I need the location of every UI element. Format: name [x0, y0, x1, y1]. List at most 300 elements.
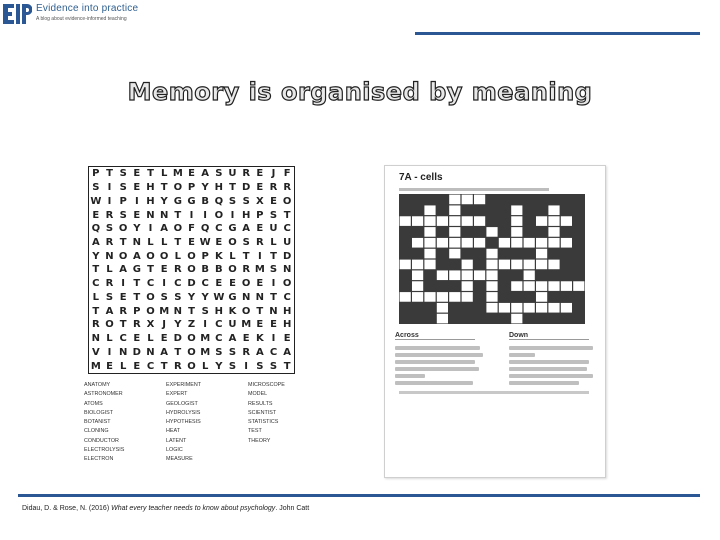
wordsearch-letter: L [160, 237, 168, 249]
wordsearch-letter: T [174, 237, 182, 249]
wordsearch-letter: H [214, 305, 224, 317]
wordsearch-letter: I [189, 209, 194, 221]
wordsearch-letter: E [188, 237, 195, 249]
wordsearch-letter: D [283, 250, 292, 262]
crossword-cell [449, 216, 460, 226]
wordsearch-letter: O [282, 195, 292, 207]
wordsearch-letter: A [105, 305, 114, 317]
wordsearch-letter: T [174, 346, 182, 358]
wordsearch-letter: E [106, 360, 113, 372]
wordsearch-letter: T [256, 305, 264, 317]
clue-line [509, 367, 587, 371]
wordsearch-letter: I [107, 346, 112, 358]
wordsearch-letter: S [119, 182, 127, 194]
word-list-item: STATISTICS [248, 419, 279, 426]
wordsearch-letter: N [91, 333, 101, 345]
crossword-cell [412, 216, 423, 226]
wordsearch-letter: X [146, 319, 155, 331]
crossword-cell [474, 238, 485, 248]
wordsearch-letter: O [241, 278, 251, 290]
crossword-cell [548, 238, 559, 248]
wordsearch-letter: L [119, 360, 127, 372]
crossword-cell [474, 216, 485, 226]
wordsearch-letter: O [187, 360, 196, 372]
crossword-cell [462, 195, 473, 205]
word-list-column [248, 381, 308, 469]
crossword-cell [424, 238, 435, 248]
wordsearch-letter: T [147, 264, 154, 276]
down-heading: Down [509, 332, 589, 340]
wordsearch-letter: I [162, 278, 167, 290]
word-list-item: MEASURE [166, 456, 193, 463]
wordsearch-letter: A [132, 250, 141, 262]
wordsearch-letter: T [119, 319, 127, 331]
wordsearch-letter: S [242, 237, 250, 249]
crossword-cell [449, 292, 460, 302]
wordsearch-letter: Y [133, 223, 141, 235]
wordsearch-letter: W [90, 195, 102, 207]
wordsearch-letter: C [146, 360, 155, 372]
crossword-cell [524, 238, 535, 248]
wordsearch-letter: O [187, 250, 196, 262]
crossword-cell [424, 249, 435, 259]
wordsearch-letter: U [283, 237, 292, 249]
crossword-cell [437, 303, 448, 313]
wordsearch-letter: I [244, 360, 249, 372]
wordsearch-letter: M [200, 346, 211, 358]
crossword-cell [437, 292, 448, 302]
clue-line [509, 381, 579, 385]
wordsearch-letter: R [283, 182, 292, 194]
word-list-item: LATENT [166, 437, 187, 444]
crossword-cell [424, 260, 435, 270]
wordsearch-letter: T [270, 250, 277, 262]
wordsearch-letter: A [228, 333, 237, 345]
wordsearch-letter: L [160, 168, 168, 180]
crossword-cell [511, 314, 522, 324]
footer-rule [18, 494, 700, 497]
wordsearch-letter: N [241, 291, 251, 303]
wordsearch-letter: E [256, 182, 264, 194]
brand-title: Evidence into practice [36, 3, 139, 14]
crossword-cell [511, 216, 522, 226]
wordsearch-letter: A [160, 346, 169, 358]
wordsearch-letter: G [132, 264, 141, 276]
wordsearch-letter: K [214, 250, 223, 262]
wordsearch-letter: E [215, 278, 223, 290]
wordsearch-letter: J [162, 319, 167, 331]
crossword-cell [486, 270, 497, 280]
wordsearch-letter: W [199, 237, 211, 249]
across-heading: Across [395, 332, 475, 340]
word-list-item: ELECTROLYSIS [84, 447, 125, 454]
wordsearch-letter: A [160, 223, 169, 235]
wordsearch-letter: C [269, 346, 278, 358]
wordsearch-letter: S [215, 346, 223, 358]
wordsearch-letter: Y [187, 291, 196, 303]
wordsearch-letter: I [134, 195, 139, 207]
crossword-cell [400, 216, 411, 226]
wordsearch-letter: C [174, 278, 182, 290]
crossword-cell [499, 303, 510, 313]
word-list-item: TEST [248, 428, 262, 435]
wordsearch-letter: N [146, 209, 155, 221]
wordsearch-letter: H [241, 209, 251, 221]
wordsearch-letter: N [282, 264, 292, 276]
wordsearch-letter: D [187, 278, 196, 290]
citation [22, 505, 309, 512]
crossword-cell [400, 292, 411, 302]
wordsearch-grid [88, 166, 295, 374]
word-list-item: SCIENTIST [248, 409, 277, 416]
wordsearch-letter: C [215, 333, 223, 345]
wordsearch-letter: H [146, 195, 155, 207]
wordsearch-letter: M [172, 168, 183, 180]
wordsearch-letters [89, 167, 294, 373]
wordsearch-letter: M [254, 264, 265, 276]
wordsearch-letter: C [146, 278, 155, 290]
wordsearch-letter: L [92, 291, 100, 303]
wordsearch-letter: S [119, 168, 127, 180]
wordsearch-letter: S [119, 209, 127, 221]
wordsearch-letter: O [187, 333, 196, 345]
wordsearch-letter: E [133, 182, 141, 194]
wordsearch-letter: N [132, 237, 142, 249]
wordsearch-letter: M [159, 305, 170, 317]
wordsearch-letter: L [201, 360, 209, 372]
wordsearch-letter: I [271, 278, 276, 290]
wordsearch-letter: K [228, 305, 237, 317]
wordsearch-letter: W [213, 291, 225, 303]
wordsearch-letter: E [160, 333, 168, 345]
crossword-cell [412, 260, 423, 270]
crossword-cell [462, 270, 473, 280]
wordsearch-letter: T [188, 305, 195, 317]
word-list-item: HEAT [166, 428, 180, 435]
clue-line [509, 346, 593, 350]
crossword-cell [536, 260, 547, 270]
crossword-cell [424, 227, 435, 237]
crossword-cell [424, 205, 435, 215]
crossword-cell [561, 216, 572, 226]
wordsearch-letter: S [105, 223, 114, 235]
citation-publisher: . John Catt [275, 505, 310, 512]
crossword-cell [437, 270, 448, 280]
wordsearch-letter: G [187, 195, 196, 207]
wordsearch-letter: O [146, 291, 155, 303]
crossword-cell [449, 195, 460, 205]
wordsearch-letter: K [255, 333, 264, 345]
wordsearch-letter: B [215, 264, 223, 276]
wordsearch-letter: S [269, 360, 278, 372]
wordsearch-letter: T [160, 360, 168, 372]
wordsearch-letter: P [133, 305, 141, 317]
wordsearch-letter: O [228, 264, 237, 276]
wordsearch-letter: L [147, 333, 154, 345]
wordsearch-letter: Y [201, 182, 209, 194]
wordsearch-letter: G [228, 291, 237, 303]
wordsearch-letter: N [159, 209, 169, 221]
crossword-cell [524, 281, 535, 291]
wordsearch-letter: E [215, 237, 223, 249]
wordsearch-letter: S [228, 346, 237, 358]
wordsearch-letter: R [173, 264, 182, 276]
wordsearch-letter: M [90, 360, 101, 372]
wordsearch-letter: R [105, 237, 114, 249]
wordsearch-letter: J [271, 168, 276, 180]
wordsearch-letter: U [269, 223, 278, 235]
wordsearch-letter: S [160, 291, 168, 303]
wordsearch-letter: E [92, 209, 100, 221]
wordsearch-letter: O [214, 209, 224, 221]
crossword-cell [536, 303, 547, 313]
crossword-cell [437, 216, 448, 226]
wordsearch-letter: D [242, 182, 251, 194]
crossword-cell [400, 260, 411, 270]
crossword-cell [486, 292, 497, 302]
wordsearch-letter: Y [174, 319, 182, 331]
word-list-item: HYPOTHESIS [166, 419, 201, 426]
word-list-item: LOGIC [166, 447, 183, 454]
word-list-item: EXPERT [166, 391, 188, 398]
crossword-cell [486, 249, 497, 259]
wordsearch-letter: R [105, 278, 114, 290]
word-list-column [166, 381, 248, 469]
crossword-cell [524, 260, 535, 270]
wordsearch-letter: I [148, 223, 153, 235]
wordsearch-letter: L [106, 333, 113, 345]
wordsearch-letter: S [269, 264, 278, 276]
word-list-column [84, 381, 166, 469]
wordsearch-letter: H [282, 305, 292, 317]
wordsearch-letter: T [160, 182, 168, 194]
wordsearch-letter: F [283, 168, 291, 180]
wordsearch-letter: E [188, 168, 195, 180]
word-list-item: GEOLOGIST [166, 400, 198, 407]
crossword-cell [573, 281, 584, 291]
crossword-cell [449, 238, 460, 248]
wordsearch-letter: S [228, 360, 237, 372]
wordsearch-letter: R [105, 209, 114, 221]
wordsearch-letter: E [160, 264, 168, 276]
wordsearch-letter: S [174, 291, 182, 303]
wordsearch-letter: O [173, 182, 183, 194]
header-rule [415, 32, 700, 35]
clue-line [395, 381, 473, 385]
wordsearch-letter: A [91, 237, 100, 249]
crossword-cell [548, 216, 559, 226]
wordsearch-letter: H [282, 319, 292, 331]
wordsearch-letter: S [92, 182, 100, 194]
crossword-cell [474, 195, 485, 205]
crossword-footer [399, 391, 589, 394]
crossword-cell [486, 281, 497, 291]
wordsearch-letter: B [201, 264, 209, 276]
wordsearch-letter: R [173, 360, 182, 372]
crossword-cell [536, 216, 547, 226]
wordsearch-letter: A [201, 168, 210, 180]
wordsearch-letter: N [146, 346, 155, 358]
wordsearch-letter: Q [200, 223, 210, 235]
wordsearch-letter: H [146, 182, 155, 194]
wordsearch-letter: R [242, 346, 251, 358]
wordsearch-letter: R [132, 319, 141, 331]
wordsearch-letter: N [105, 250, 114, 262]
word-list-item: BIOLOGIST [84, 409, 114, 416]
wordsearch-letter: N [173, 305, 183, 317]
crossword-cell [548, 260, 559, 270]
crossword-cell [511, 260, 522, 270]
crossword-cell [437, 314, 448, 324]
wordsearch-letter: E [229, 278, 236, 290]
crossword-grid [399, 194, 585, 324]
crossword-cell [486, 260, 497, 270]
wordsearch-letter: E [133, 209, 141, 221]
crossword-cell [462, 292, 473, 302]
crossword-cell [462, 238, 473, 248]
clue-line [395, 346, 480, 350]
wordsearch-letter: T [92, 264, 100, 276]
word-list-item: ELECTRON [84, 456, 114, 463]
wordsearch-letter: S [105, 291, 114, 303]
wordsearch-letter: E [256, 319, 264, 331]
crossword-cell [561, 303, 572, 313]
wordsearch-letter: F [188, 223, 195, 235]
crossword-cell [412, 238, 423, 248]
wordsearch-letter: H [214, 182, 224, 194]
wordsearch-letter: G [228, 223, 237, 235]
wordsearch-letter: E [119, 291, 127, 303]
wordsearch-letter: T [174, 209, 182, 221]
crossword-worksheet [384, 165, 606, 478]
wordsearch-letter: O [187, 264, 196, 276]
crossword-cell [511, 303, 522, 313]
wordsearch-letter: Y [201, 291, 209, 303]
crossword-cell [462, 281, 473, 291]
wordsearch-letter: R [242, 264, 251, 276]
crossword-cell [462, 260, 473, 270]
wordsearch-letter: O [146, 305, 155, 317]
wordsearch-letter: E [256, 168, 264, 180]
wordsearch-letter: D [173, 333, 182, 345]
wordsearch-letter: Y [160, 195, 168, 207]
wordsearch-letter: C [201, 278, 209, 290]
crossword-cell [511, 281, 522, 291]
wordsearch-letter: C [92, 278, 100, 290]
wordsearch-letter: O [241, 305, 251, 317]
wordsearch-letter: T [106, 168, 113, 180]
word-list-item: BOTANIST [84, 419, 111, 426]
word-list-item: CLONING [84, 428, 109, 435]
crossword-title: 7A - cells [399, 172, 443, 183]
wordsearch-letter: E [242, 333, 250, 345]
crossword-cell [511, 227, 522, 237]
wordsearch-letter: S [228, 195, 237, 207]
crossword-cell [462, 216, 473, 226]
wordsearch-letter: P [187, 182, 196, 194]
wordsearch-letter: I [203, 209, 208, 221]
wordsearch-letter: Q [91, 223, 101, 235]
crossword-cell [548, 205, 559, 215]
wordsearch-letter: O [187, 346, 196, 358]
wordsearch-letter: X [255, 195, 264, 207]
wordsearch-letter: Y [92, 250, 100, 262]
wordsearch-letter: L [270, 237, 277, 249]
crossword-cell [499, 238, 510, 248]
wordsearch-letter: O [282, 278, 292, 290]
crossword-cell [499, 260, 510, 270]
wordsearch-letter: L [106, 264, 113, 276]
wordsearch-letter: T [133, 291, 141, 303]
clue-line [395, 360, 475, 364]
wordsearch-letter: M [241, 319, 252, 331]
wordsearch-letter: T [133, 278, 141, 290]
word-list-item: HYDROLYSIS [166, 409, 201, 416]
word-list-item: ASTRONOMER [84, 391, 123, 398]
citation-authors: Didau, D. & Rose, N. (2016) [22, 505, 112, 512]
wordsearch-letter: G [173, 195, 182, 207]
wordsearch-letter: R [269, 182, 278, 194]
wordsearch-letter: R [91, 319, 100, 331]
wordsearch-letter: B [201, 195, 209, 207]
wordsearch-letter: I [107, 195, 112, 207]
wordsearch-letter: V [91, 346, 100, 358]
wordsearch-letter: R [119, 305, 128, 317]
wordsearch-letter: T [242, 250, 250, 262]
word-list-item: THEORY [248, 437, 271, 444]
wordsearch-letter: E [270, 195, 277, 207]
wordsearch-letter: C [283, 291, 291, 303]
wordsearch-letter: E [283, 333, 291, 345]
wordsearch-letter: A [255, 346, 264, 358]
crossword-cell [561, 238, 572, 248]
wordsearch-letter: I [271, 333, 276, 345]
crossword-cell [536, 292, 547, 302]
word-list-item: RESULTS [248, 400, 273, 407]
wordsearch-letter: R [242, 168, 251, 180]
crossword-cell [548, 303, 559, 313]
wordsearch-letter: C [215, 223, 223, 235]
crossword-cell [424, 292, 435, 302]
wordsearch-letter: P [92, 168, 100, 180]
wordsearch-letter: E [270, 319, 277, 331]
wordsearch-letter: I [203, 319, 208, 331]
wordsearch-letter: L [174, 250, 182, 262]
wordsearch-letter: P [201, 250, 209, 262]
wordsearch-letter: S [242, 195, 250, 207]
crossword-cell [536, 249, 547, 259]
wordsearch-letter: O [173, 223, 183, 235]
crossword-byline [399, 187, 589, 193]
crossword-cell [437, 238, 448, 248]
wordsearch-letter: O [105, 319, 114, 331]
wordsearch-letter: T [283, 209, 291, 221]
brand-tagline: A blog about evidence-informed teaching [36, 16, 127, 22]
wordsearch-letter: D [132, 346, 141, 358]
wordsearch-letter: T [283, 360, 291, 372]
wordsearch-letter: P [119, 195, 127, 207]
wordsearch-letter: O [159, 250, 169, 262]
crossword-cell [548, 281, 559, 291]
wordsearch-letter: P [256, 209, 264, 221]
crossword-cell [449, 205, 460, 215]
wordsearch-letter: N [118, 346, 128, 358]
clue-line [509, 374, 593, 378]
wordsearch-letter: T [270, 291, 277, 303]
wordsearch-letter: Q [214, 195, 224, 207]
word-list-item: ATOMS [84, 400, 103, 407]
wordsearch-letter: E [133, 168, 141, 180]
